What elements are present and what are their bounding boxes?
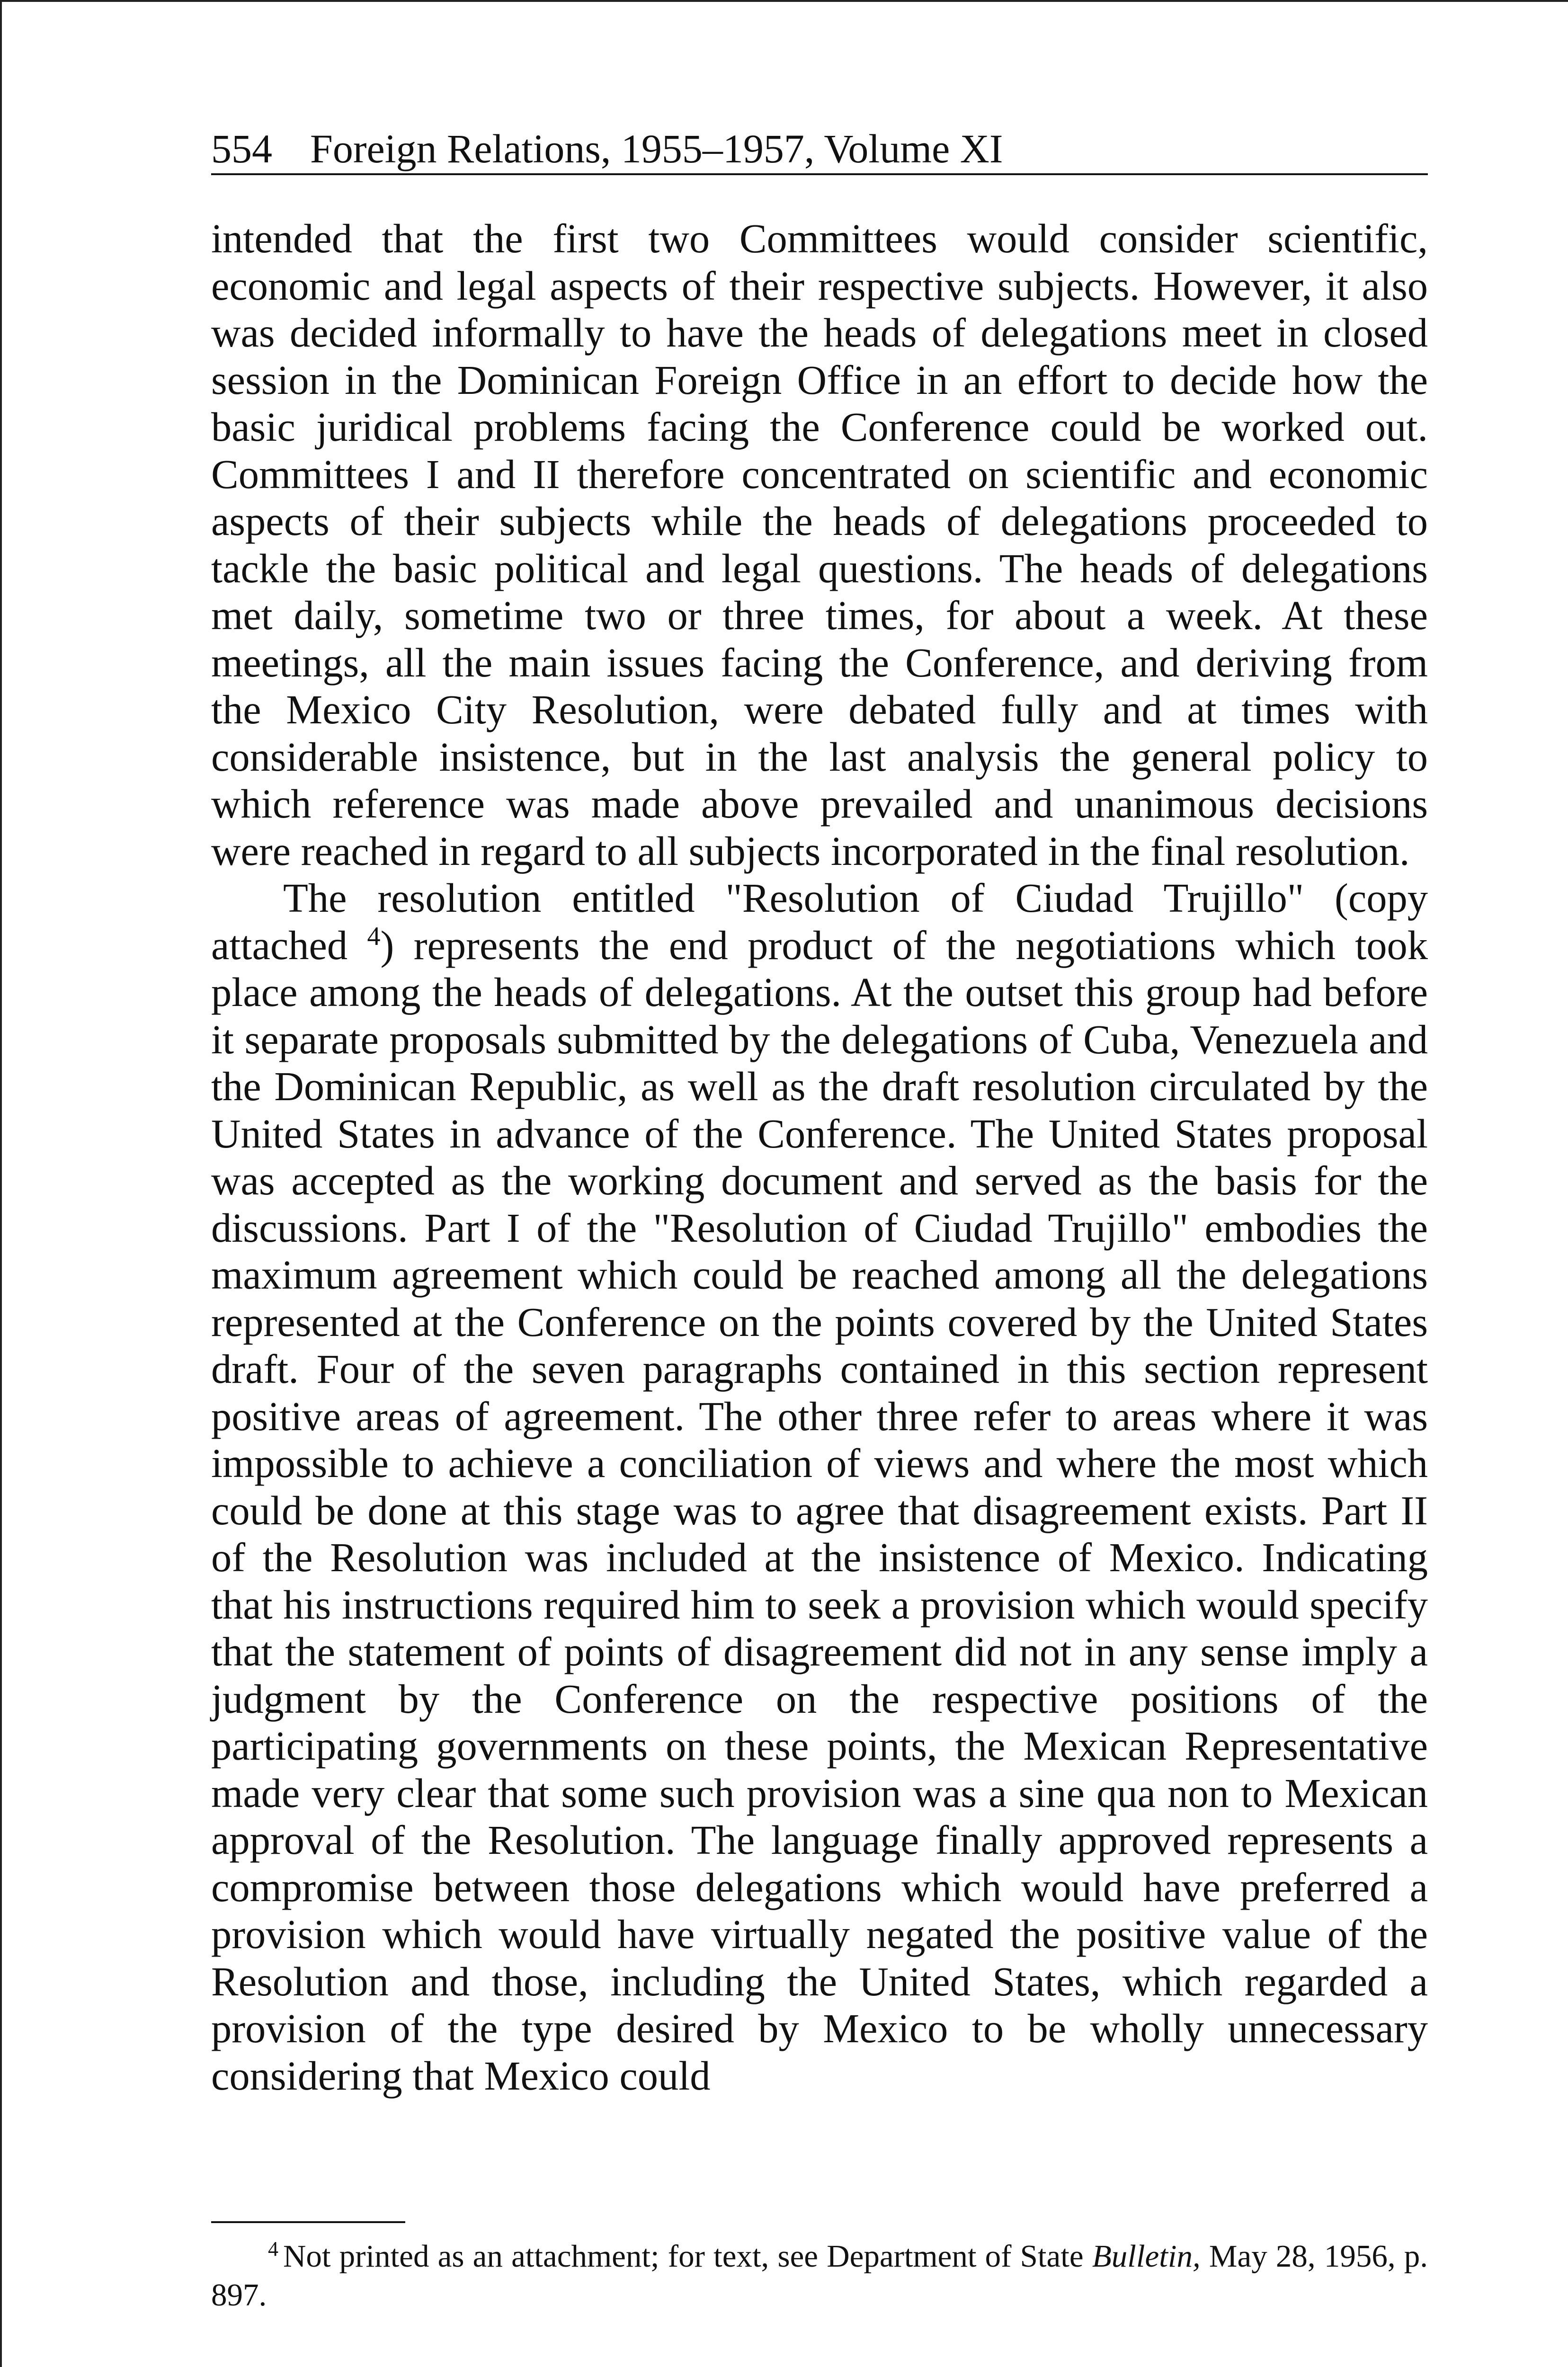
footnote-divider — [211, 2221, 405, 2223]
paragraph-1: intended that the first two Committees would consider scientific, economic and legal aspects of their respective subjects. However, it also was decided informally to have the heads of delegations meet in closed session in the Dominican Foreign Office in an effort to decide how the basic juridical problems facing the Conference could be worked out. Committees I and II therefore concentrated on scientific and economic aspects of their subjects while the heads of delegations proceeded to tackle the basic political and legal questions. The heads of delegations met daily, sometime two or three times, for about a week. At these meetings, all the main issues facing the Conference, and deriving from the Mexico City Resolution, were debated fully and at times with considerable insistence, but in the last analysis the general policy to which reference was made above prevailed and unanimous decisions were reached in regard to all subjects incorporated in the final resolution. — [211, 216, 1428, 874]
footnote-number: 4 — [268, 2237, 278, 2260]
body-text — [211, 215, 1428, 2100]
footnote-text-a: Not printed as an attachment; for text, see Department of State — [283, 2239, 1092, 2274]
page-number: 554 — [211, 126, 272, 171]
footnote-text-b: May 28, 1956, p. 897. — [211, 2239, 1428, 2313]
footnote-4 — [211, 2237, 1428, 2314]
paragraph-2-text-a: The resolution entitled "Resolution of Ciudad Trujillo" (copy attached — [211, 875, 1428, 968]
paragraph-2 — [211, 875, 1428, 2100]
paragraph-2-text-b: ) represents the end product of the negotiations which took place among the heads of delegations. At the outset this group had before it separate proposals submitted by the delegations of Cuba, Venezuela and the Dominican Republic, as well as the draft resolution circulated by the United States in advance of the Conference. The United States proposal was accepted as the working document and served as the basis for the discussions. Part I of the "Resolution of Ciudad Trujillo" embodies the maximum agreement which could be reached among all the delegations represented at the Conference on the points covered by the United States draft. Four of the seven paragraphs contained in this section represent positive areas of agreement. The other three refer to areas where it was impossible to achieve a conciliation of views and where the most which could be done at this stage was to agree that disagreement exists. Part II of the Resolution was included at the insistence of Mexico. Indicating that his instructions required him to seek a provision which would specify that the statement of points of disagreement did not in any sense imply a judgment by the Conference on the respective positions of the participating governments on these points, the Mexican Representative made very clear that some such provision was a sine qua non to Mexican approval of the Resolution. The language finally approved represents a compromise between those delegations which would have preferred a provision which would have virtually negated the positive value of the Resolution and those, including the United States, which regarded a provision of the type desired by Mexico to be wholly unnecessary considering that Mexico could — [211, 922, 1428, 2099]
running-head — [211, 124, 1428, 175]
footnote-reference-4[interactable]: 4 — [367, 921, 381, 951]
header-title: Foreign Relations, 1955–1957, Volume XI — [310, 126, 1003, 171]
footnote-publication-title: Bulletin, — [1092, 2239, 1201, 2274]
